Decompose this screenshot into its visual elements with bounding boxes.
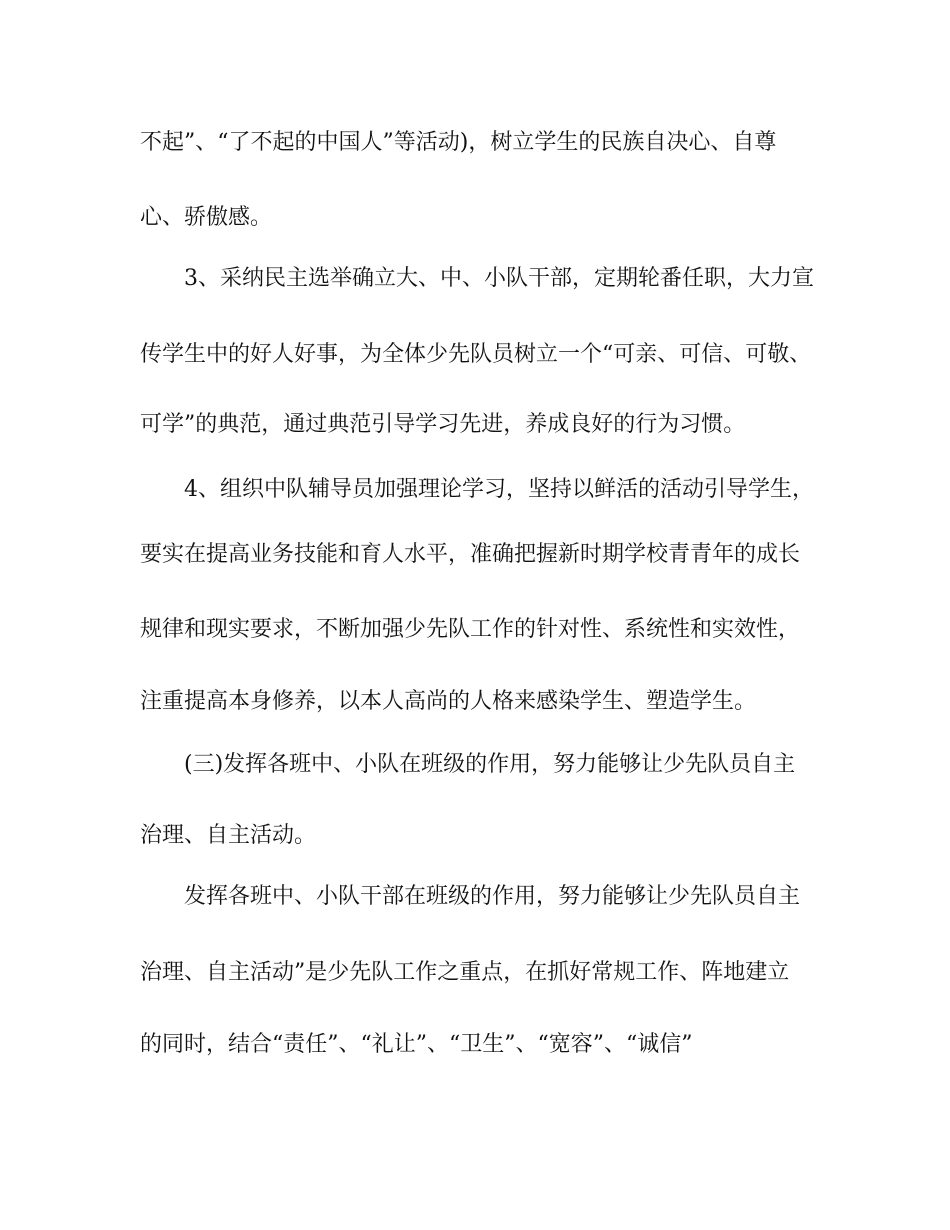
text-line: 的同时，结合“责任”、“礼让”、“卫生”、“宽容”、“诚信” <box>140 1032 693 1057</box>
text-line: 规律和现实要求，不断加强少先队工作的针对性、系统性和实效性， <box>140 617 801 642</box>
text-line: 不起”、“了不起的中国人”等活动)，树立学生的民族自决心、自尊 <box>140 130 777 155</box>
text-line: 传学生中的好人好事，为全体少先队员树立一个“可亲、可信、可敬、 <box>140 342 812 367</box>
paragraph-start-line: 4、组织中队辅导员加强理论学习，坚持以鲜活的活动引导学生， <box>184 477 814 502</box>
text-line: 注重提高本身修养，以本人高尚的人格来感染学生、塑造学生。 <box>140 689 757 714</box>
text-line: 可学”的典范，通过典范引导学习先进，养成良好的行为习惯。 <box>140 412 746 437</box>
text-line: 心、骄傲感。 <box>140 205 273 230</box>
paragraph-start-line: 3、采纳民主选举确立大、中、小队干部，定期轮番任职，大力宣 <box>184 266 814 291</box>
section-heading-line: (三)发挥各班中、小队在班级的作用，努力能够让少先队员自主 <box>184 752 796 777</box>
text-line: 治理、自主活动”是少先队工作之重点，在抓好常规工作、阵地建立 <box>140 960 790 985</box>
text-line: 要实在提高业务技能和育人水平，准确把握新时期学校青青年的成长 <box>140 542 801 567</box>
paragraph-start-line: 发挥各班中、小队干部在班级的作用，努力能够让少先队员自主 <box>184 884 801 909</box>
text-line: 治理、自主活动。 <box>140 823 317 848</box>
